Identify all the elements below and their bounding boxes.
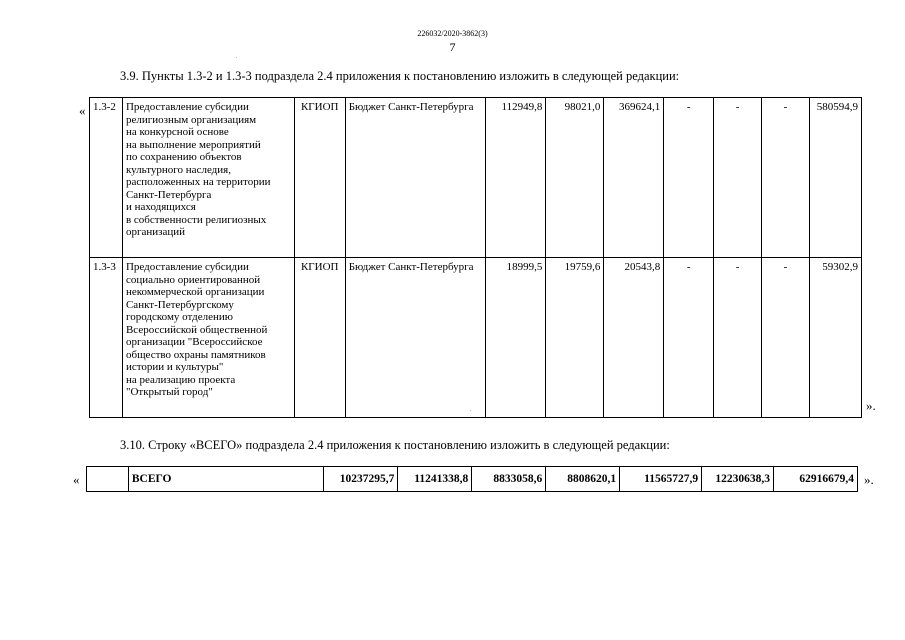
row-value-4: -	[664, 98, 714, 258]
table-row	[90, 98, 862, 258]
row-value-4: -	[664, 258, 714, 418]
total-value-6: 12230638,3	[702, 467, 774, 492]
table-2-close-quote: ».	[864, 472, 874, 487]
row-value-3: 369624,1	[604, 98, 664, 258]
table-1-open-quote: «	[79, 103, 86, 118]
row-organization: КГИОП	[294, 98, 345, 258]
row-value-6: -	[762, 258, 810, 418]
table-row	[90, 258, 862, 418]
row-organization: КГИОП	[294, 258, 345, 418]
row-number: 1.3-3	[90, 258, 123, 418]
page-number: 7	[449, 40, 456, 54]
table-row	[87, 467, 858, 492]
total-row-label: ВСЕГО	[128, 467, 324, 492]
total-value-sum: 62916679,4	[774, 467, 858, 492]
section-3-9-text: 3.9. Пункты 1.3-2 и 1.3-3 подраздела 2.4 приложения к постановлению изложить в следующей редакции:	[120, 69, 680, 83]
row-value-1: 18999,5	[486, 258, 546, 418]
row-number: 1.3-2	[90, 98, 123, 258]
row-funding-source: Бюджет Санкт-Петербурга	[345, 98, 486, 258]
subsidy-table	[89, 97, 862, 418]
row-total: 580594,9	[809, 98, 861, 258]
row-value-5: -	[714, 98, 762, 258]
row-value-6: -	[762, 98, 810, 258]
total-row-number	[87, 467, 129, 492]
table-1-close-quote: ».	[866, 398, 876, 413]
scan-speck	[470, 410, 471, 411]
row-value-3: 20543,8	[604, 258, 664, 418]
total-table	[86, 466, 858, 492]
total-value-3: 8833058,6	[472, 467, 546, 492]
row-value-5: -	[714, 258, 762, 418]
table-2-open-quote: «	[73, 472, 80, 487]
row-description: Предоставление субсидии социально ориентированной некоммерческой организации Санкт-Петербургскому городскому отделению Всероссийской общественной организации "Всероссийское общество охраны памятников истории и культуры" на реализацию проекта "Открытый город"	[122, 258, 294, 418]
row-value-2: 19759,6	[546, 258, 604, 418]
scan-speck	[236, 57, 237, 58]
row-funding-source: Бюджет Санкт-Петербурга	[345, 258, 486, 418]
row-description: Предоставление субсидии религиозным организациям на конкурсной основе на выполнение мероприятий по сохранению объектов культурного наследия, расположенных на территории Санкт-Петербурга и находящихся в собственности религиозных организаций	[122, 98, 294, 258]
row-value-2: 98021,0	[546, 98, 604, 258]
document-code: 226032/2020-3862(3)	[417, 29, 488, 38]
total-value-5: 11565727,9	[620, 467, 702, 492]
total-value-4: 8808620,1	[546, 467, 620, 492]
row-total: 59302,9	[809, 258, 861, 418]
section-3-10-text: 3.10. Строку «ВСЕГО» подраздела 2.4 приложения к постановлению изложить в следующей редакции:	[120, 438, 670, 452]
row-value-1: 112949,8	[486, 98, 546, 258]
total-value-2: 11241338,8	[398, 467, 472, 492]
total-value-1: 10237295,7	[324, 467, 398, 492]
